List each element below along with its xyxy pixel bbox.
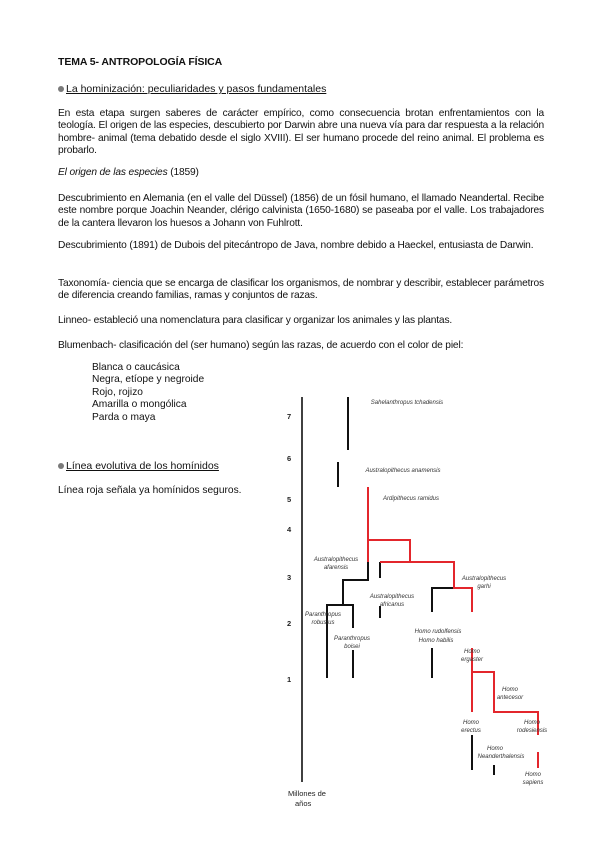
label-robustus: robustus <box>311 620 335 626</box>
paragraph-blumenbach: Blumenbach- clasificación del (ser humano) según las razas, de acuerdo con el color de piel: <box>58 340 464 351</box>
label-neanderthalensis: Neanderthalensis <box>477 754 525 760</box>
section-heading-text: Línea evolutiva de los homínidos <box>66 460 219 472</box>
paragraph-intro: En esta etapa surgen saberes de carácter empírico, como consecuencia brotan enfrentamientos con la teología. El origen de las especies, descubierto por Darwin abre una nueva vía para dar respuesta a la relación hombre- animal (tema debatido desde el siglo XVIII). El ser humano procede del reino animal. El problema es probarlo. <box>58 108 544 157</box>
paragraph-dubois: Descubrimiento (1891) de Dubois del pitecántropo de Java, nombre debido a Haeckel, entusiasta de Darwin. <box>58 240 534 251</box>
label-ergaster: ergaster <box>460 657 484 663</box>
label-sapiens: Homo <box>524 772 542 778</box>
label-sahelanthropus: Sahelanthropus tchadensis <box>370 400 444 406</box>
branch-afarensis <box>368 540 410 562</box>
branch-rudolfensis <box>432 588 454 612</box>
axis-ticks <box>287 412 292 684</box>
tick-label: 6 <box>287 454 292 463</box>
list-item: Rojo, rojizo <box>92 386 143 398</box>
tick-label: 3 <box>287 573 292 582</box>
label-ergaster: Homo <box>463 649 481 655</box>
page-title: TEMA 5- ANTROPOLOGÍA FÍSICA <box>58 56 223 68</box>
label-rudolfensis: Homo rudolfensis <box>414 629 462 635</box>
label-anamensis: Australopithecus anamensis <box>365 468 441 474</box>
list-item: Blanca o caucásica <box>92 362 180 373</box>
label-boisei: boisei <box>344 644 360 650</box>
label-erectus: erectus <box>461 728 481 734</box>
label-afarensis: Australopithecus <box>313 557 359 563</box>
paragraph-linneo: Linneo- estableció una nomenclatura para clasificar y organizar los animales y las plantas. <box>58 315 453 326</box>
lineage-red <box>368 487 538 768</box>
tick-label: 5 <box>287 495 292 504</box>
lineage-black <box>327 397 494 775</box>
species-labels <box>305 400 547 786</box>
label-afarensis: afarensis <box>323 565 349 571</box>
axis-label: años <box>295 799 312 808</box>
label-boisei: Paranthropus <box>333 636 371 642</box>
label-garhi: garhi <box>477 584 491 590</box>
label-habilis: Homo habilis <box>418 638 454 644</box>
label-africanus: africanus <box>379 602 405 608</box>
label-sapiens: sapiens <box>522 780 544 786</box>
label-rodesiensis: Homo <box>523 720 541 726</box>
label-neanderthalensis: Homo <box>486 746 504 752</box>
paragraph-neandertal: Descubrimiento en Alemania (en el valle del Düssel) (1856) de un fósil humano, el llamado Neandertal. Recibe este nombre porque Joachin Neander, clérigo calvinista (1650-1680) se paseaba por el valle. Los trabajadores de la cantera llevaron los huesos a Johann von Fuhlrott. <box>58 193 544 229</box>
label-antecesor: antecesor <box>496 695 524 701</box>
origin-title: El origen de las especies <box>58 167 168 178</box>
section-heading-text: La hominización: peculiaridades y pasos fundamentales <box>66 83 327 95</box>
paragraph-taxonomia: Taxonomía- ciencia que se encarga de clasificar los organismos, de nombrar y describir, establecer parámetros de diferencia creando familias, ramas y conjuntos de razas. <box>58 278 544 302</box>
tick-label: 1 <box>287 675 292 684</box>
list-item: Amarilla o mongólica <box>92 399 187 411</box>
label-africanus: Australopithecus <box>369 594 415 600</box>
label-rodesiensis: rodesiensis <box>516 728 548 734</box>
label-robustus: Paranthropus <box>304 612 342 618</box>
label-garhi: Australopithecus <box>461 576 507 582</box>
label-antecesor: Homo <box>501 687 519 693</box>
red-line-note: Línea roja señala ya homínidos seguros. <box>58 485 242 496</box>
tick-label: 7 <box>287 412 292 421</box>
tick-label: 4 <box>287 525 292 534</box>
list-item: Parda o maya <box>92 411 156 423</box>
label-erectus: Homo <box>462 720 480 726</box>
origin-year: (1859) <box>167 167 199 178</box>
axis-label: Millones de <box>288 789 326 798</box>
tick-label: 2 <box>287 619 292 628</box>
label-ramidus: Ardipithecus ramidus <box>382 496 440 502</box>
list-item: Negra, etíope y negroide <box>92 374 205 386</box>
